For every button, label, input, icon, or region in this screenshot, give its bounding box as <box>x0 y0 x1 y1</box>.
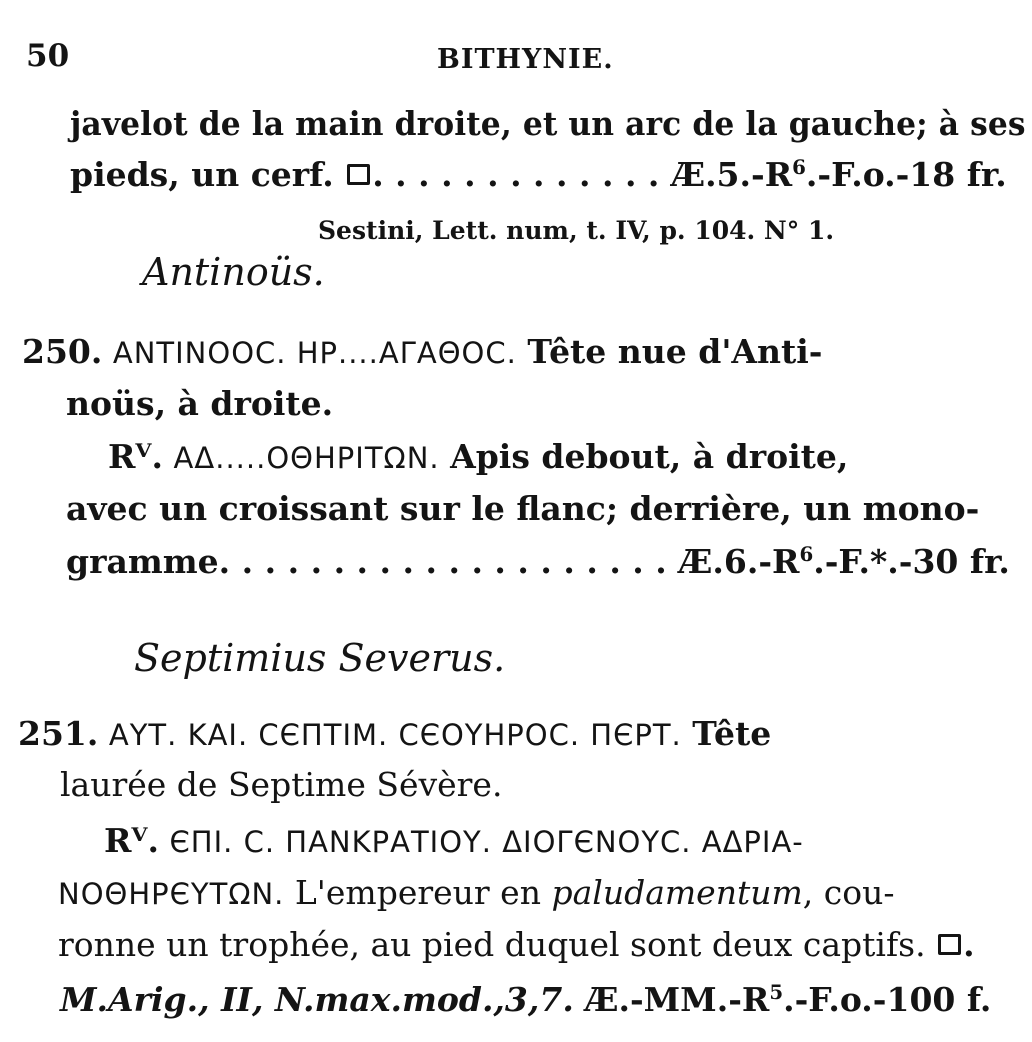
page-number: 50 <box>26 38 70 74</box>
entry-250-reverse-line-3 <box>66 542 1010 582</box>
obverse-description: Tête nue d'Anti- <box>527 332 823 371</box>
period-mark: . <box>963 925 975 964</box>
price-value: .-F.o.-18 fr. <box>805 155 1007 194</box>
entry-250-line-2: noüs, à droite. <box>66 384 334 423</box>
running-head: BITHYNIE. <box>437 44 614 75</box>
price-value: .-F.*.-30 fr. <box>813 542 1010 581</box>
rarity-value: 6 <box>792 155 806 179</box>
section-heading-septimius-severus: Septimius Severus. <box>134 636 506 680</box>
entry-250-line-1 <box>22 332 823 373</box>
price-value: .-F.o.-100 f. <box>783 980 992 1019</box>
monogram-square-icon <box>938 934 961 955</box>
entry-number: 250. <box>22 332 103 371</box>
line-text: pieds, un cerf. <box>70 155 334 194</box>
rarity-value: 5 <box>769 980 784 1004</box>
reverse-description: Apis debout, à droite, <box>450 437 849 476</box>
entry-number: 251. <box>18 714 99 753</box>
reverse-mark: Rⱽ. <box>108 437 164 476</box>
continuation-line-1: javelot de la main droite, et un arc de la gauche; à ses <box>70 104 1026 143</box>
source-reference: M.Arig., II, N.max.mod.,3,7. <box>60 980 574 1019</box>
obverse-description: Tête <box>692 714 772 753</box>
leader-dots: . . . . . . . . . . . . . <box>372 155 660 194</box>
obverse-legend: ΑΝΤΙΝΟΟC. ΗΡ....ΑΓΑΘΟC. <box>112 336 517 370</box>
reverse-description-italic: paludamentum <box>551 873 803 912</box>
rarity-value: 6 <box>799 542 814 566</box>
entry-251-line-1 <box>18 714 771 755</box>
monogram-square-icon <box>347 164 370 185</box>
metal-value: Æ.-MM.-R <box>584 980 770 1019</box>
entry-251-reverse-line-1 <box>104 821 804 862</box>
reverse-legend-cont: ΝΟΘΗΡЄΥΤΩΝ. <box>58 877 285 911</box>
entry-251-reverse-line-3 <box>58 925 975 965</box>
section-heading-antinous: Antinoüs. <box>142 250 325 294</box>
bibliographic-reference: Sestini, Lett. num, t. IV, p. 104. N° 1. <box>318 216 835 245</box>
leader-dots: . . . . . . . . . . . . . . . . . . . <box>241 542 667 581</box>
reverse-mark: Rⱽ. <box>104 821 160 860</box>
reverse-legend: ΑΔ.....ΟΘΗΡΙΤΩΝ. <box>173 441 440 475</box>
entry-251-source-line <box>60 980 991 1020</box>
obverse-legend: ΑΥΤ. ΚΑΙ. CЄΠΤΙΜ. CЄΟΥΗΡΟC. ΠЄΡΤ. <box>108 718 682 752</box>
entry-250-reverse-line-2: avec un croissant sur le flanc; derrière, un mono- <box>66 489 980 528</box>
reverse-description: L'empereur en <box>294 873 541 912</box>
entry-251-line-2: laurée de Septime Sévère. <box>60 765 503 804</box>
entry-251-reverse-line-2 <box>58 873 895 914</box>
reverse-text-end: gramme. <box>66 542 231 581</box>
reverse-legend: ЄΠΙ. C. ΠΑΝΚΡΑΤΙΟΥ. ΔΙΟΓЄΝΟΥC. ΑΔΡΙΑ- <box>169 825 804 859</box>
continuation-line-2 <box>70 155 1007 195</box>
reverse-description-cont: , cou- <box>802 873 895 912</box>
metal-value: Æ.6.-R <box>678 542 800 581</box>
metal-value: Æ.5.-R <box>670 155 793 194</box>
entry-250-reverse-line-1 <box>108 437 848 478</box>
reverse-description-end: ronne un trophée, au pied duquel sont deux captifs. <box>58 925 926 964</box>
